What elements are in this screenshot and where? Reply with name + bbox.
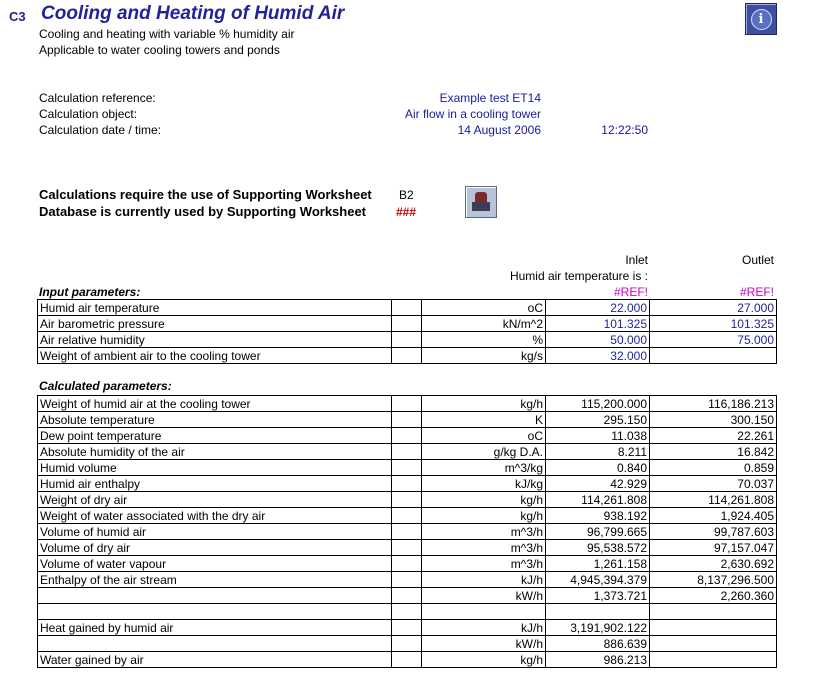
spacer-cell	[392, 636, 422, 652]
inlet-value-cell: 938.192	[546, 508, 650, 524]
outlet-value-cell	[650, 604, 777, 620]
outlet-value-cell	[650, 620, 777, 636]
inlet-value-cell: 1,261.158	[546, 556, 650, 572]
param-name-cell: Weight of dry air	[38, 492, 392, 508]
outlet-value-cell: 2,260.360	[650, 588, 777, 604]
database-used-text: Database is currently used by Supporting Worksheet	[39, 204, 367, 219]
unit-cell: kW/h	[422, 588, 546, 604]
table-row	[38, 476, 777, 492]
unit-cell: g/kg D.A.	[422, 444, 546, 460]
spacer-cell	[392, 460, 422, 476]
unit-cell: K	[422, 412, 546, 428]
input-table	[37, 299, 777, 364]
inlet-value-cell: 986.213	[546, 652, 650, 668]
param-name-cell	[38, 604, 392, 620]
unit-cell: kg/s	[422, 348, 546, 364]
table-row	[38, 444, 777, 460]
outlet-value-cell: 2,630.692	[650, 556, 777, 572]
page-title: Cooling and Heating of Humid Air	[41, 3, 345, 24]
inlet-value-cell[interactable]: 22.000	[546, 300, 650, 316]
outlet-value-cell: 300.150	[650, 412, 777, 428]
param-name-cell: Heat gained by humid air	[38, 620, 392, 636]
inlet-value-cell: 0.840	[546, 460, 650, 476]
outlet-value-cell: 1,924.405	[650, 508, 777, 524]
inlet-header: Inlet	[625, 253, 648, 267]
inlet-value-cell[interactable]: 50.000	[546, 332, 650, 348]
outlet-value-cell[interactable]	[650, 348, 777, 364]
spacer-cell	[392, 492, 422, 508]
table-row	[38, 396, 777, 412]
inlet-value-cell[interactable]: 32.000	[546, 348, 650, 364]
param-name-cell	[38, 588, 392, 604]
table-row	[38, 524, 777, 540]
unit-cell: kg/h	[422, 492, 546, 508]
spacer-cell	[392, 300, 422, 316]
outlet-value-cell	[650, 652, 777, 668]
inlet-value-cell: 3,191,902.122	[546, 620, 650, 636]
table-row	[38, 588, 777, 604]
database-worksheet-value: ###	[396, 205, 417, 219]
subtitle-2: Applicable to water cooling towers and ponds	[39, 43, 280, 57]
table-row	[38, 316, 777, 332]
spacer-cell	[392, 604, 422, 620]
unit-cell: kJ/h	[422, 572, 546, 588]
datetime-label: Calculation date / time:	[39, 123, 162, 137]
inlet-value-cell	[546, 604, 650, 620]
table-row	[38, 300, 777, 316]
spacer-cell	[392, 508, 422, 524]
inlet-value-cell[interactable]: 101.325	[546, 316, 650, 332]
inlet-value-cell: 4,945,394.379	[546, 572, 650, 588]
outlet-value-cell: 114,261.808	[650, 492, 777, 508]
inlet-ref-error: #REF!	[613, 285, 648, 299]
inlet-value-cell: 8.211	[546, 444, 650, 460]
unit-cell: oC	[422, 428, 546, 444]
table-row	[38, 572, 777, 588]
param-name-cell: Water gained by air	[38, 652, 392, 668]
sheet-code: C3	[9, 9, 26, 24]
worksheet-button[interactable]	[465, 186, 497, 218]
outlet-value-cell[interactable]: 27.000	[650, 300, 777, 316]
outlet-value-cell: 97,157.047	[650, 540, 777, 556]
table-row	[38, 556, 777, 572]
outlet-value-cell: 22.261	[650, 428, 777, 444]
unit-cell: kg/h	[422, 652, 546, 668]
info-icon: i	[751, 9, 772, 30]
outlet-value-cell	[650, 636, 777, 652]
input-section-heading: Input parameters:	[39, 285, 141, 299]
table-row	[38, 460, 777, 476]
spacer-cell	[392, 556, 422, 572]
param-name-cell: Weight of water associated with the dry air	[38, 508, 392, 524]
outlet-value-cell[interactable]: 75.000	[650, 332, 777, 348]
param-name-cell: Humid volume	[38, 460, 392, 476]
inlet-value-cell: 886.639	[546, 636, 650, 652]
inlet-value-cell: 42.929	[546, 476, 650, 492]
table-row	[38, 508, 777, 524]
spacer-cell	[392, 316, 422, 332]
table-row	[38, 332, 777, 348]
inlet-value-cell: 95,538.572	[546, 540, 650, 556]
unit-cell: m^3/h	[422, 524, 546, 540]
unit-cell: m^3/h	[422, 540, 546, 556]
inlet-value-cell: 115,200.000	[546, 396, 650, 412]
spacer-cell	[392, 476, 422, 492]
inlet-value-cell: 114,261.808	[546, 492, 650, 508]
unit-cell: kg/h	[422, 508, 546, 524]
param-name-cell: Enthalpy of the air stream	[38, 572, 392, 588]
reference-value[interactable]: Example test ET14	[439, 91, 541, 105]
unit-cell: kN/m^2	[422, 316, 546, 332]
worksheet-required-text: Calculations require the use of Supporting Worksheet	[39, 187, 372, 202]
inlet-value-cell: 295.150	[546, 412, 650, 428]
param-name-cell: Absolute temperature	[38, 412, 392, 428]
param-name-cell: Volume of humid air	[38, 524, 392, 540]
param-name-cell: Absolute humidity of the air	[38, 444, 392, 460]
outlet-value-cell: 8,137,296.500	[650, 572, 777, 588]
unit-cell: kW/h	[422, 636, 546, 652]
unit-cell: kg/h	[422, 396, 546, 412]
unit-cell: m^3/h	[422, 556, 546, 572]
worksheet-id: B2	[399, 188, 414, 202]
table-row	[38, 540, 777, 556]
spacer-cell	[392, 572, 422, 588]
spacer-cell	[392, 620, 422, 636]
param-name-cell: Air relative humidity	[38, 332, 392, 348]
param-name-cell: Weight of humid air at the cooling tower	[38, 396, 392, 412]
unit-cell	[422, 604, 546, 620]
time-value: 12:22:50	[601, 123, 648, 137]
unit-cell: kJ/h	[422, 620, 546, 636]
unit-cell: %	[422, 332, 546, 348]
table-row	[38, 428, 777, 444]
table-row	[38, 652, 777, 668]
spacer-cell	[392, 652, 422, 668]
outlet-value-cell: 99,787.603	[650, 524, 777, 540]
date-value: 14 August 2006	[457, 123, 541, 137]
param-name-cell: Air barometric pressure	[38, 316, 392, 332]
inlet-value-cell: 1,373.721	[546, 588, 650, 604]
temperature-note: Humid air temperature is :	[509, 269, 648, 283]
spacer-cell	[392, 412, 422, 428]
info-button[interactable]	[745, 3, 777, 35]
outlet-value-cell: 0.859	[650, 460, 777, 476]
spacer-cell	[392, 348, 422, 364]
reference-label: Calculation reference:	[39, 91, 156, 105]
unit-cell: kJ/kg	[422, 476, 546, 492]
spacer-cell	[392, 444, 422, 460]
param-name-cell: Weight of ambient air to the cooling tower	[38, 348, 392, 364]
calc-section-heading: Calculated parameters:	[39, 379, 172, 393]
outlet-ref-error: #REF!	[739, 285, 774, 299]
spacer-cell	[392, 332, 422, 348]
outlet-value-cell: 70.037	[650, 476, 777, 492]
subtitle-1: Cooling and heating with variable % humidity air	[39, 27, 295, 41]
table-row	[38, 348, 777, 364]
calc-table	[37, 395, 777, 668]
object-label: Calculation object:	[39, 107, 138, 121]
param-name-cell: Dew point temperature	[38, 428, 392, 444]
spacer-cell	[392, 588, 422, 604]
param-name-cell: Volume of water vapour	[38, 556, 392, 572]
param-name-cell: Volume of dry air	[38, 540, 392, 556]
inlet-value-cell: 96,799.665	[546, 524, 650, 540]
spacer-cell	[392, 428, 422, 444]
param-name-cell: Humid air temperature	[38, 300, 392, 316]
object-value[interactable]: Air flow in a cooling tower	[404, 107, 541, 121]
table-row	[38, 620, 777, 636]
inlet-value-cell: 11.038	[546, 428, 650, 444]
param-name-cell: Humid air enthalpy	[38, 476, 392, 492]
unit-cell: oC	[422, 300, 546, 316]
spacer-cell	[392, 540, 422, 556]
spacer-cell	[392, 524, 422, 540]
outlet-value-cell: 16.842	[650, 444, 777, 460]
spacer-cell	[392, 396, 422, 412]
table-row	[38, 492, 777, 508]
table-row	[38, 636, 777, 652]
table-row	[38, 604, 777, 620]
table-row	[38, 412, 777, 428]
outlet-value-cell[interactable]: 101.325	[650, 316, 777, 332]
unit-cell: m^3/kg	[422, 460, 546, 476]
outlet-value-cell: 116,186.213	[650, 396, 777, 412]
param-name-cell	[38, 636, 392, 652]
outlet-header: Outlet	[741, 253, 774, 267]
